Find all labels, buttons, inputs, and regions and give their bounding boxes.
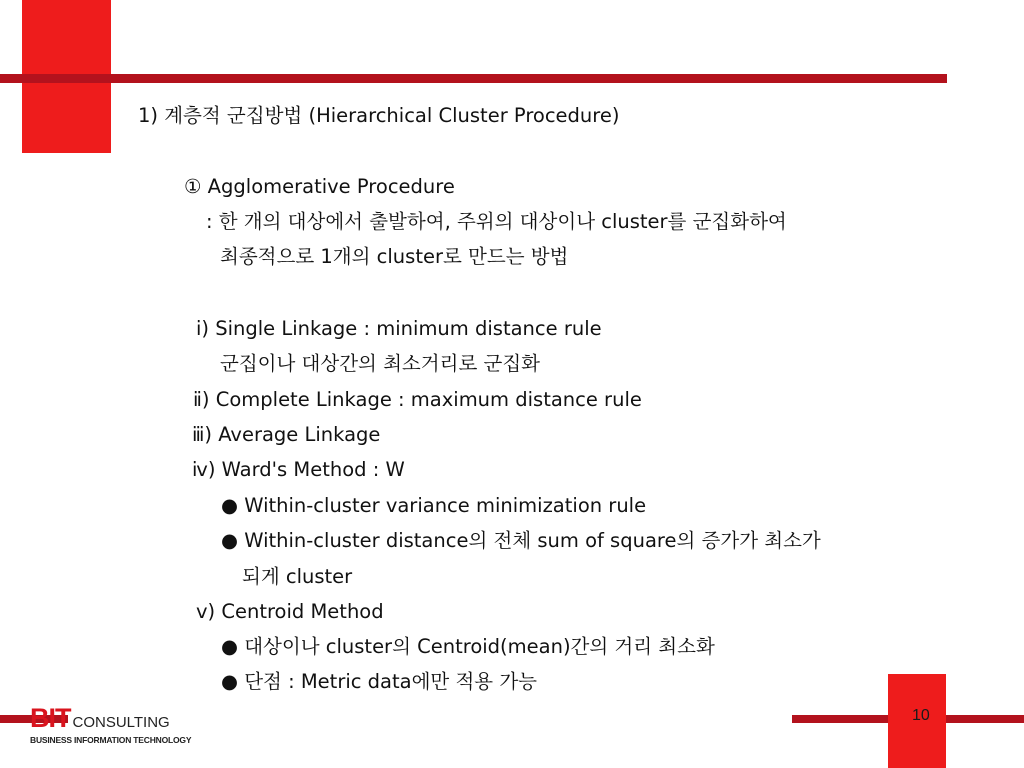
top-rule (0, 74, 947, 83)
centroid-bullet-2: ● 단점 : Metric data에만 적용 가능 (221, 670, 538, 693)
agglomerative-heading: ① Agglomerative Procedure (184, 175, 455, 198)
complete-linkage-item: ⅱ) Complete Linkage : maximum distance rule (193, 388, 642, 411)
centroid-method-item: ⅴ) Centroid Method (196, 600, 384, 623)
single-linkage-item: ⅰ) Single Linkage : minimum distance rule (196, 317, 602, 340)
logo-bit-text: BIT (30, 703, 71, 733)
logo-consulting-text: CONSULTING (72, 714, 170, 731)
logo-wordmark (30, 705, 191, 732)
single-linkage-description: 군집이나 대상간의 최소거리로 군집화 (220, 352, 540, 375)
centroid-bullet-1: ● 대상이나 cluster의 Centroid(mean)간의 거리 최소화 (221, 635, 715, 658)
wards-bullet-2-continued: 되게 cluster (242, 565, 353, 588)
section-heading: 1) 계층적 군집방법 (Hierarchical Cluster Procedure) (138, 104, 620, 127)
agglomerative-description-continued: 최종적으로 1개의 cluster로 만드는 방법 (220, 245, 569, 268)
logo-subtitle: BUSINESS INFORMATION TECHNOLOGY (30, 735, 192, 745)
wards-bullet-2: ● Within-cluster distance의 전체 sum of square의 증가가 최소가 (221, 529, 821, 552)
page-number: 10 (912, 707, 930, 724)
company-logo (30, 705, 191, 745)
wards-method-item: ⅳ) Ward's Method : W (192, 458, 405, 481)
average-linkage-item: ⅲ) Average Linkage (192, 423, 381, 446)
wards-bullet-1: ● Within-cluster variance minimization rule (221, 494, 647, 517)
agglomerative-description: : 한 개의 대상에서 출발하여, 주위의 대상이나 cluster를 군집화하여 (206, 210, 787, 233)
